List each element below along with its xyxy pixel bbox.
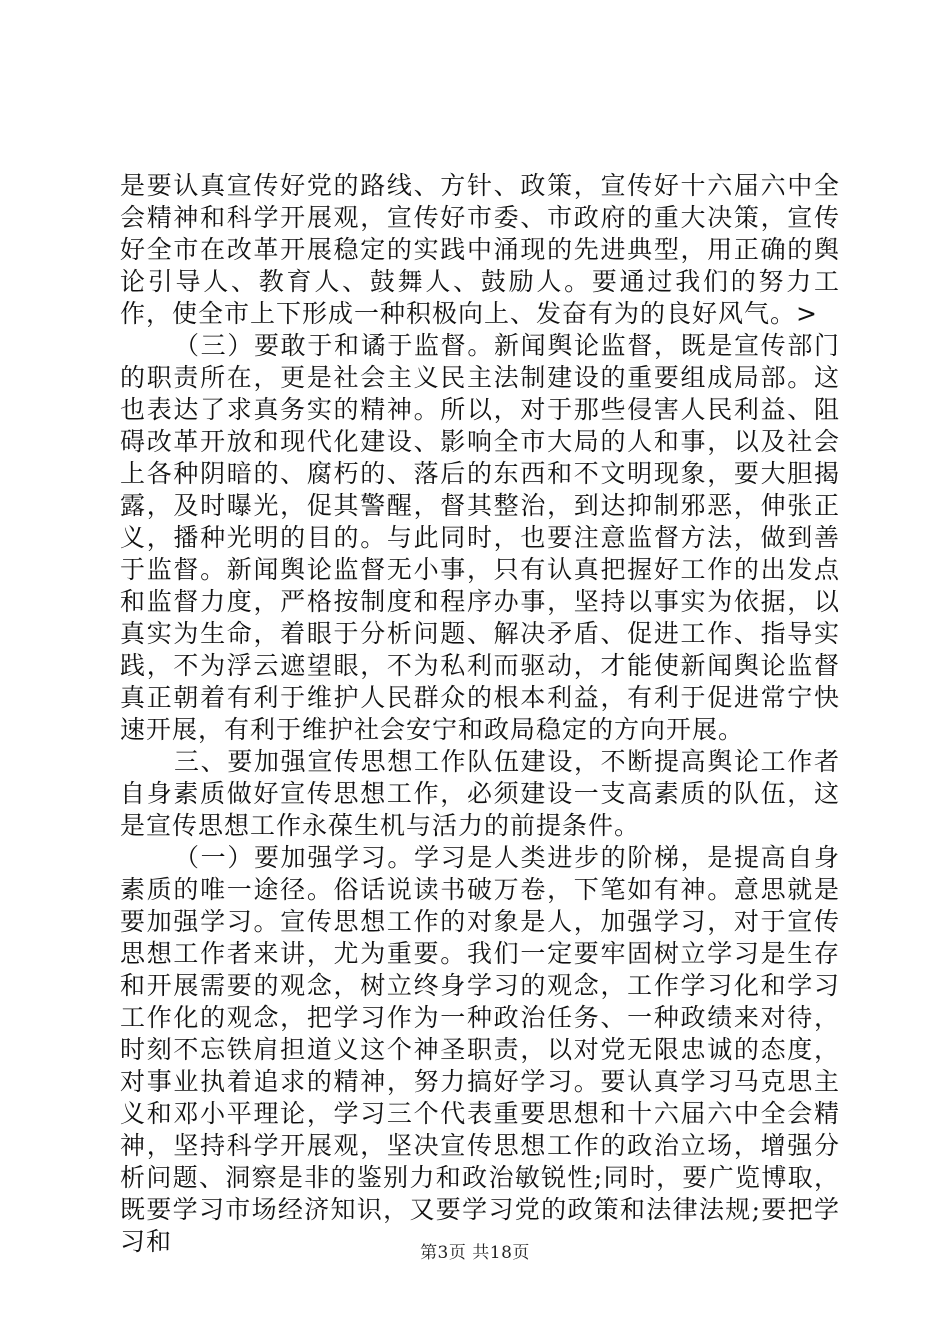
paragraph-continuation: 是要认真宣传好党的路线、方针、政策，宣传好十六届六中全会精神和科学开展观，宣传好市委、市政府的重大决策，宣传好全市在改革开展稳定的实践中涌现的先进典型，用正确的舆论引导人、教育人、鼓舞人、鼓励人。要通过我们的努力工作，使全市上下形成一种积极向上、发奋有为的良好风气。> (120, 171, 840, 328)
page-number: 第3页 共18页 (420, 1243, 530, 1263)
body-text (120, 170, 840, 1258)
paragraph-strengthen-learning: （一）要加强学习。学习是人类进步的阶梯，是提高自身素质的唯一途径。俗话说读书破万卷，下笔如有神。意思就是要加强学习。宣传思想工作的对象是人，加强学习，对于宣传思想工作者来讲，尤为重要。我们一定要牢固树立学习是生存和开展需要的观念，树立终身学习的观念，工作学习化和学习工作化的观念，把学习作为一种政治任务、一种政绩来对待，时刻不忘铁肩担道义这个神圣职责，以对党无限忠诚的态度，对事业执着追求的精神，努力搞好学习。要认真学习马克思主义和邓小平理论，学习三个代表重要思想和十六届六中全会精神，坚持科学开展观，坚决宣传思想工作的政治立场，增强分析问题、洞察是非的鉴别力和政治敏锐性;同时，要广览博取，既要学习市场经济知识，又要学习党的政策和法律法规;要把学习和 (120, 843, 840, 1256)
paragraph-supervision: （三）要敢于和谲于监督。新闻舆论监督，既是宣传部门的职责所在，更是社会主义民主法制建设的重要组成局部。这也表达了求真务实的精神。所以，对于那些侵害人民利益、阻碍改革开放和现代化建设、影响全市大局的人和事，以及社会上各种阴暗的、腐朽的、落后的东西和不文明现象，要大胆揭露，及时曝光，促其警醒，督其整治，到达抑制邪恶，伸张正义，播种光明的目的。与此同时，也要注意监督方法，做到善于监督。新闻舆论监督无小事，只有认真把握好工作的出发点和监督力度，严格按制度和程序办事，坚持以事实为依据，以真实为生命，着眼于分析问题、解决矛盾、促进工作、指导实践，不为浮云遮望眼，不为私利而驱动，才能使新闻舆论监督真正朝着有利于维护人民群众的根本利益，有利于促进常宁快速开展，有利于维护社会安宁和政局稳定的方向开展。 (120, 331, 840, 744)
paragraph-section-three-heading: 三、要加强宣传思想工作队伍建设，不断提高舆论工作者自身素质做好宣传思想工作，必须建设一支高素质的队伍，这是宣传思想工作永葆生机与活力的前提条件。 (120, 747, 840, 840)
